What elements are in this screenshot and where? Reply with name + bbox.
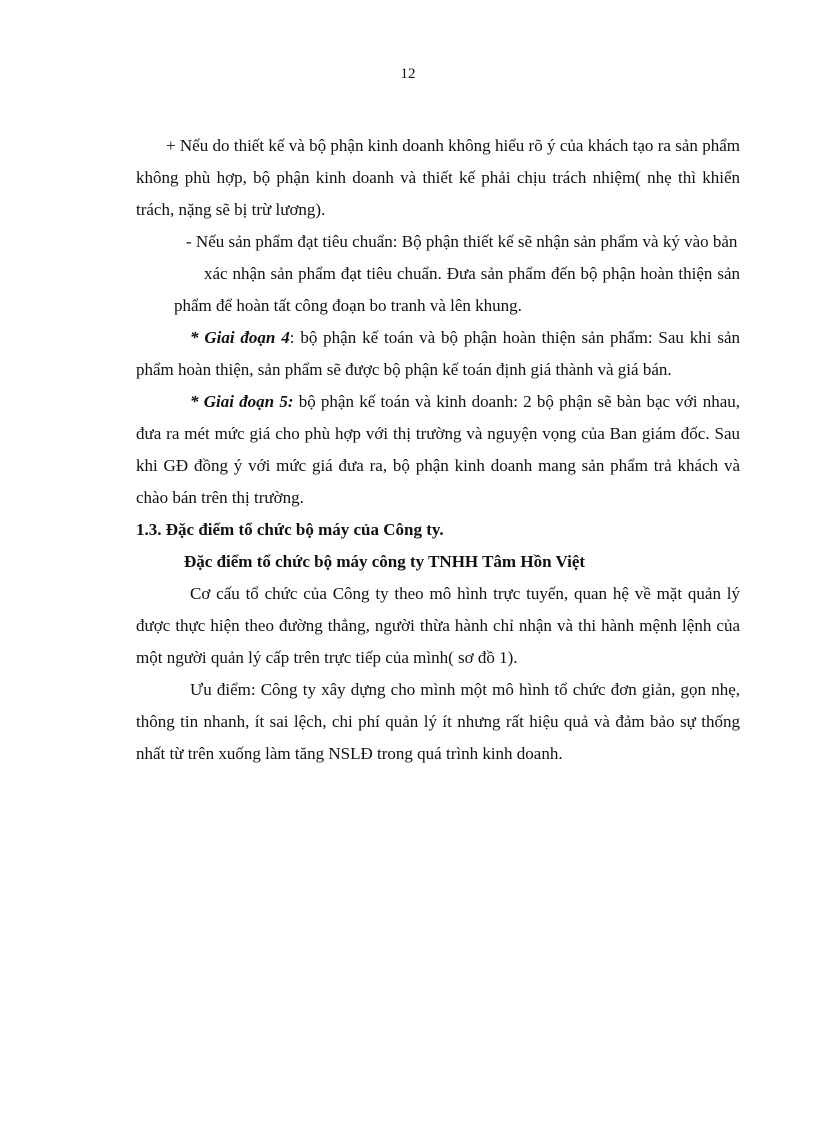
stage-5-label: * Giai đoạn 5: <box>190 392 294 411</box>
stage-4-text: : bộ phận kế toán và bộ phận hoàn thiện sản phẩm: Sau khi sản phẩm hoàn thiện, sản phẩm sẽ được bộ phận kế toán định giá thành và giá bán. <box>136 328 740 379</box>
page-number: 12 <box>400 66 416 82</box>
section-subheading: Đặc điểm tổ chức bộ máy công ty TNHH Tâm Hồn Việt <box>184 552 586 571</box>
section-heading: 1.3. Đặc điểm tổ chức bộ máy của Công ty. <box>136 520 444 539</box>
paragraph-advantages: Ưu điểm: Công ty xây dựng cho mình một mô hình tổ chức đơn giản, gọn nhẹ, thông tin nhanh, ít sai lệch, chi phí quản lý ít nhưng rất hiệu quả và đảm bảo sự thống nhất từ trên xuống làm tăng NSLĐ trong quá trình kinh doanh. <box>136 680 740 763</box>
stage-5-text: bộ phận kế toán và kinh doanh: 2 bộ phận sẽ bàn bạc với nhau, đưa ra mét mức giá cho phù hợp với thị trường và nguyện vọng của Ban giám đốc. Sau khi GĐ đồng ý với mức giá đưa ra, bộ phận kinh doanh mang sản phẩm trả khách và chào bán trên thị trường. <box>136 392 741 507</box>
confirmation-text: xác nhận sản phẩm đạt tiêu chuẩn. Đưa sản phẩm đến bộ phận hoàn thiện sản phẩm để hoàn tất công đoạn bo tranh và lên khung. <box>174 264 740 315</box>
paragraph-stage-5 <box>136 386 740 514</box>
paragraph-standard-product: - Nếu sản phẩm đạt tiêu chuẩn: Bộ phận thiết kế sẽ nhận sản phẩm và ký vào bản <box>186 232 738 251</box>
paragraph-confirmation <box>136 258 740 322</box>
document-body <box>136 130 740 770</box>
paragraph-structure: Cơ cấu tổ chức của Công ty theo mô hình trực tuyến, quan hệ về mặt quản lý được thực hiện theo đường thẳng, người thừa hành chỉ nhận và thi hành mệnh lệnh của một người quản lý cấp trên trực tiếp của mình( sơ đồ 1). <box>136 584 740 667</box>
stage-4-label: * Giai đoạn 4 <box>190 328 290 347</box>
paragraph-responsibility: + Nếu do thiết kế và bộ phận kinh doanh không hiểu rõ ý của khách tạo ra sản phẩm không phù hợp, bộ phận kinh doanh và thiết kế phải chịu trách nhiệm( nhẹ thì khiển trách, nặng sẽ bị trừ lương). <box>136 136 740 219</box>
paragraph-stage-4 <box>136 322 740 386</box>
